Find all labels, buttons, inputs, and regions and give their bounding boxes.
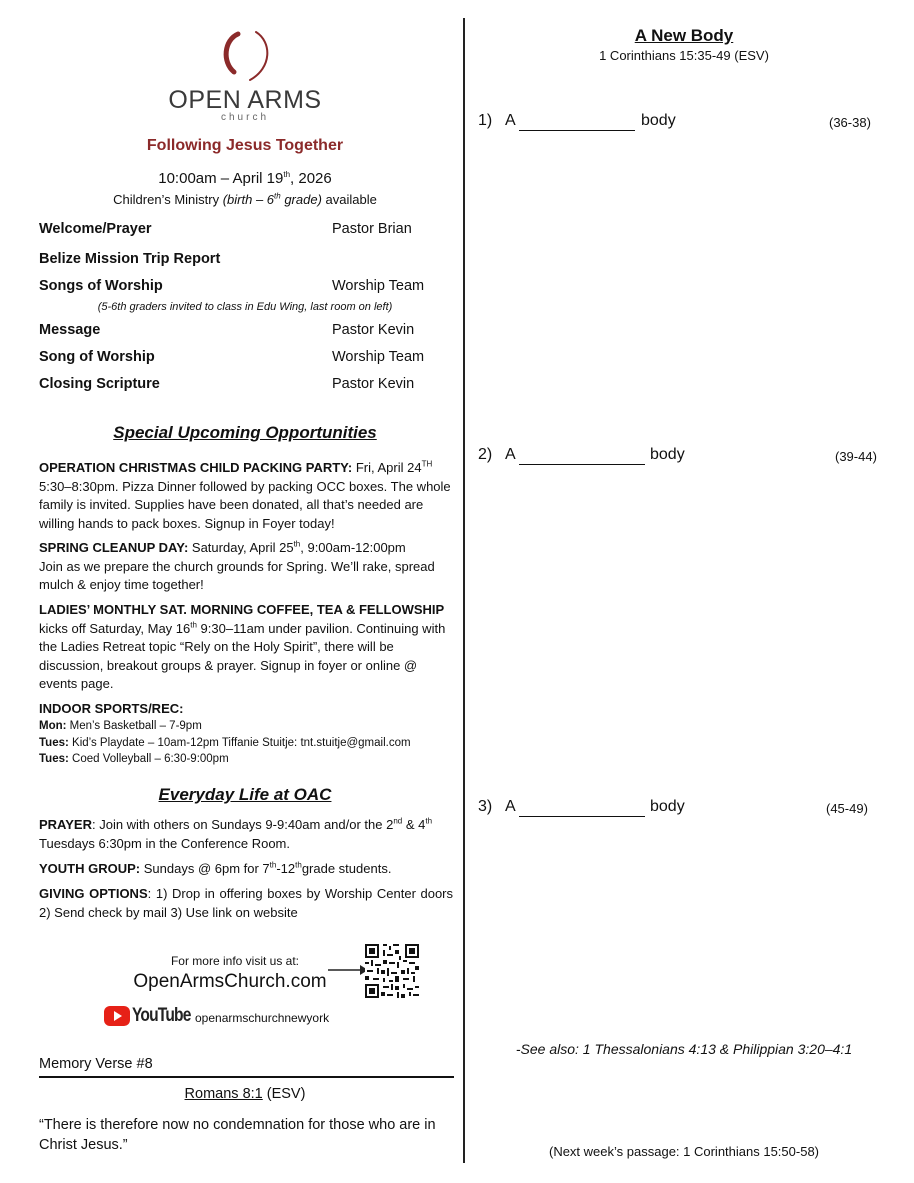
- order-item: Closing Scripture: [39, 376, 160, 392]
- church-sub: church: [220, 112, 269, 123]
- youth-info: YOUTH GROUP: Sundays @ 6pm for 7th-12thgrade students.: [39, 860, 392, 876]
- point-number: 3): [478, 798, 493, 815]
- point-article: A: [505, 446, 516, 463]
- occ-announcement: OPERATION CHRISTMAS CHILD PACKING PARTY: Fri, April 24TH 5:30–8:30pm. Pizza Dinner followed by packing OCC boxes. The whole family is invited. Supplies have been donated, all that’s needed are willing hands to pack boxes. Signup in Foyer today!: [39, 459, 451, 531]
- verse-range: (39-44): [835, 449, 877, 464]
- tagline: Following Jesus Together: [146, 137, 344, 154]
- point-number: 2): [478, 446, 493, 463]
- point-body: body: [650, 446, 685, 463]
- order-item: Message: [39, 322, 101, 338]
- memory-verse-reference: Romans 8:1 (ESV): [184, 1086, 306, 1102]
- verse-range: (45-49): [826, 801, 868, 816]
- everyday-heading: Everyday Life at OAC: [158, 785, 332, 804]
- church-name: OPEN ARMS: [168, 86, 322, 114]
- youtube-handle[interactable]: openarmschurchnewyork: [195, 1011, 330, 1025]
- ladies-announcement: LADIES’ MONTHLY SAT. MORNING COFFEE, TEA & FELLOWSHIP kicks off Saturday, May 16th 9:30–11am under pavilion. Continuing with the Ladies Retreat topic “Rely on the Holy Spirit”, there will be discussion, breakout groups & prayer. Signup in foyer or online @ events page.: [39, 602, 446, 691]
- order-item: Songs of Worship: [39, 278, 163, 294]
- qr-code-icon[interactable]: [365, 944, 419, 998]
- fill-in-blank[interactable]: [519, 446, 645, 465]
- column-divider: [463, 18, 465, 1163]
- more-info-label: For more info visit us at:: [170, 954, 300, 968]
- sermon-passage: 1 Corinthians 15:35-49 (ESV): [599, 48, 769, 63]
- upcoming-heading: Special Upcoming Opportunities: [113, 423, 377, 442]
- order-item: Belize Mission Trip Report: [39, 251, 221, 267]
- order-leader: Pastor Brian: [332, 221, 412, 237]
- order-leader: Pastor Kevin: [332, 322, 415, 338]
- order-item: Welcome/Prayer: [39, 221, 152, 237]
- open-arms-logo-icon: [220, 28, 272, 84]
- point-body: body: [641, 112, 676, 129]
- cleanup-announcement: SPRING CLEANUP DAY: Saturday, April 25th, 9:00am-12:00pm Join as we prepare the church grounds for Spring. We’ll rake, spread mulch & enjoy time together!: [39, 539, 435, 592]
- point-article: A: [505, 112, 516, 129]
- youtube-play-icon: [104, 1004, 130, 1028]
- order-leader: Worship Team: [332, 278, 425, 294]
- next-week-passage: (Next week’s passage: 1 Corinthians 15:50-58): [548, 1144, 820, 1159]
- giving-info: GIVING OPTIONS: 1) Drop in offering boxes by Worship Center doors 2) Send check by mail 3) Use link on website: [39, 886, 454, 920]
- sports-title: INDOOR SPORTS/REC:: [39, 701, 184, 716]
- point-number: 1): [478, 112, 493, 129]
- see-also-note: -See also: 1 Thessalonians 4:13 & Philippian 3:20–4:1: [515, 1041, 853, 1057]
- order-item: Song of Worship: [39, 349, 155, 365]
- memory-verse-text: “There is therefore now no condemnation for those who are in Christ Jesus.”: [39, 1117, 436, 1153]
- point-body: body: [650, 798, 685, 815]
- prayer-info: PRAYER: Join with others on Sundays 9-9:40am and/or the 2nd & 4th Tuesdays 6:30pm in the Conference Room.: [39, 816, 433, 851]
- youtube-logo[interactable]: [104, 1004, 191, 1028]
- fill-in-blank[interactable]: [519, 112, 635, 131]
- verse-range: (36-38): [829, 115, 871, 130]
- order-leader: Pastor Kevin: [332, 376, 415, 392]
- arrow-right-icon: [328, 960, 368, 980]
- website-link[interactable]: OpenArmsChurch.com: [133, 971, 327, 992]
- sports-schedule: [39, 718, 453, 768]
- fill-in-blank[interactable]: [519, 798, 645, 817]
- point-article: A: [505, 798, 516, 815]
- sports-row: Tues: Kid’s Playdate – 10am-12pm Tiffanie Stuitje: tnt.stuitje@gmail.com: [39, 736, 411, 749]
- order-leader: Worship Team: [332, 349, 425, 365]
- memory-verse-rule: [39, 1076, 454, 1078]
- youtube-wordmark: YouTube: [132, 1005, 191, 1026]
- sports-row: Mon: Men’s Basketball – 7-9pm: [39, 720, 202, 732]
- sports-row: Tues: Coed Volleyball – 6:30-9:00pm: [39, 753, 229, 765]
- sermon-title: A New Body: [634, 26, 734, 45]
- memory-verse-label: Memory Verse #8: [39, 1056, 153, 1072]
- order-note: (5-6th graders invited to class in Edu Wing, last room on left): [97, 301, 393, 313]
- childrens-ministry-note: Children’s Ministry (birth – 6th grade) available: [113, 191, 377, 207]
- service-time: 10:00am – April 19th, 2026: [158, 170, 332, 187]
